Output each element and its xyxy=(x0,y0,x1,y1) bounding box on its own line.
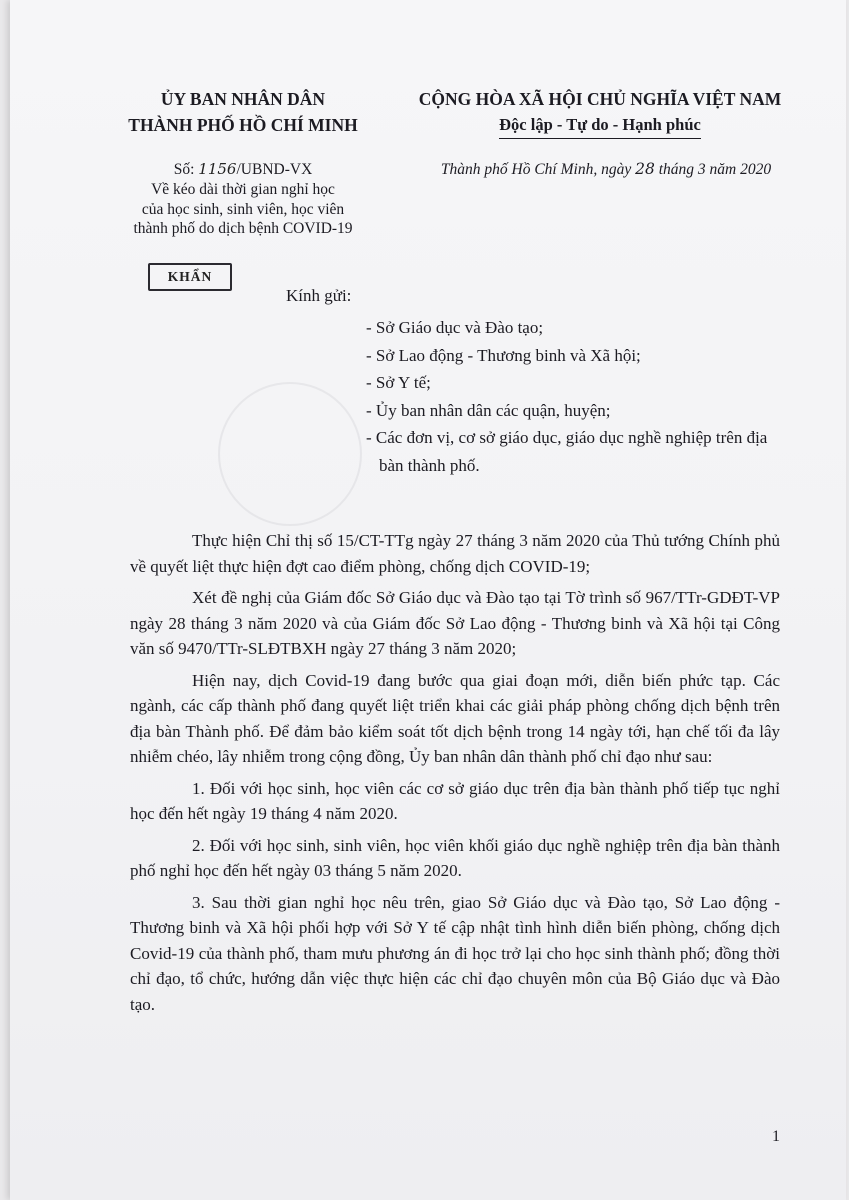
recipient-item: - Sở Giáo dục và Đào tạo; xyxy=(366,318,544,337)
directive-item-2: 2. Đối với học sinh, sinh viên, học viên khối giáo dục nghề nghiệp trên địa bàn thành phố nghỉ học đến hết ngày 03 tháng 5 năm 2020. xyxy=(130,835,780,880)
national-title xyxy=(400,86,800,139)
date-day-handwritten: 28 xyxy=(635,160,655,178)
subject-line: của học sinh, sinh viên, học viên xyxy=(141,200,345,218)
number-prefix: Số: xyxy=(173,161,199,178)
urgent-stamp: KHẨN xyxy=(148,263,232,291)
recipient-item: - Sở Y tế; xyxy=(366,373,431,392)
directive-item-3: 3. Sau thời gian nghỉ học nêu trên, giao Sở Giáo dục và Đào tạo, Sở Lao động - Thương binh và Xã hội phối hợp với Sở Y tế cập nhật tình hình diễn biến phòng, chống dịch Covid-19 của thành phố, tham mưu phương án đi học trở lại cho học sinh thành phố; đồng thời chỉ đạo, tổ chức, hướng dẫn việc thực hiện các chỉ đạo chuyên môn của Bộ Giáo dục và Đào tạo. xyxy=(130,892,780,1014)
document-number xyxy=(98,158,388,181)
number-handwritten: 1156 xyxy=(198,160,237,178)
subject-line: thành phố do dịch bệnh COVID-19 xyxy=(133,220,353,237)
authority-line-2: THÀNH PHỐ HỒ CHÍ MINH xyxy=(128,115,358,135)
document-subject xyxy=(98,180,388,239)
recipient-item: - Ủy ban nhân dân các quận, huyện; xyxy=(366,400,611,420)
issuing-authority xyxy=(98,86,388,138)
authority-line-1: ỦY BAN NHÂN DÂN xyxy=(160,89,326,109)
directive-item-1: 1. Đối với học sinh, học viên các cơ sở giáo dục trên địa bàn thành phố tiếp tục nghỉ học đến hết ngày 19 tháng 4 năm 2020. xyxy=(130,778,780,823)
date-line xyxy=(406,160,806,179)
body-paragraph: Thực hiện Chỉ thị số 15/CT-TTg ngày 27 tháng 3 năm 2020 của Thủ tướng Chính phủ về quyết liệt thực hiện đợt cao điểm phòng, chống dịch COVID-19; xyxy=(130,531,780,576)
recipients-greeting: Kính gửi: xyxy=(286,286,352,305)
body-paragraph: Hiện nay, dịch Covid-19 đang bước qua giai đoạn mới, diễn biến phức tạp. Các ngành, các cấp thành phố đang quyết liệt triển khai các giải pháp phòng chống dịch bệnh trên địa bàn Thành phố. Để đảm bảo kiểm soát tốt dịch bệnh trong 14 ngày tới, hạn chế tối đa lây nhiễm chéo, lây nhiễm trong cộng đồng, Ủy ban nhân dân thành phố chỉ đạo như sau: xyxy=(130,670,780,766)
number-suffix: /UBND-VX xyxy=(236,161,313,178)
recipients-list xyxy=(366,314,796,479)
national-motto: Độc lập - Tự do - Hạnh phúc xyxy=(499,112,701,139)
recipient-item: - Các đơn vị, cơ sở giáo dục, giáo dục nghề nghiệp trên địa bàn thành phố. xyxy=(366,428,768,475)
faint-seal-watermark xyxy=(218,382,362,526)
nation-name: CỘNG HÒA XÃ HỘI CHỦ NGHĨA VIỆT NAM xyxy=(418,89,782,109)
document-page xyxy=(10,0,846,1200)
body-paragraph: Xét đề nghị của Giám đốc Sở Giáo dục và Đào tạo tại Tờ trình số 967/TTr-GDĐT-VP ngày 28 tháng 3 năm 2020 và của Giám đốc Sở Lao động - Thương binh và Xã hội tại Công văn số 9470/TTr-SLĐTBXH ngày 27 tháng 3 năm 2020; xyxy=(130,588,780,658)
subject-line: Về kéo dài thời gian nghỉ học xyxy=(151,181,335,198)
page-number: 1 xyxy=(772,1128,780,1145)
recipient-item: - Sở Lao động - Thương binh và Xã hội; xyxy=(366,345,641,365)
document-body xyxy=(130,528,780,1023)
date-suffix: tháng 3 năm 2020 xyxy=(654,161,772,178)
date-prefix: Thành phố Hồ Chí Minh, ngày xyxy=(440,161,636,178)
